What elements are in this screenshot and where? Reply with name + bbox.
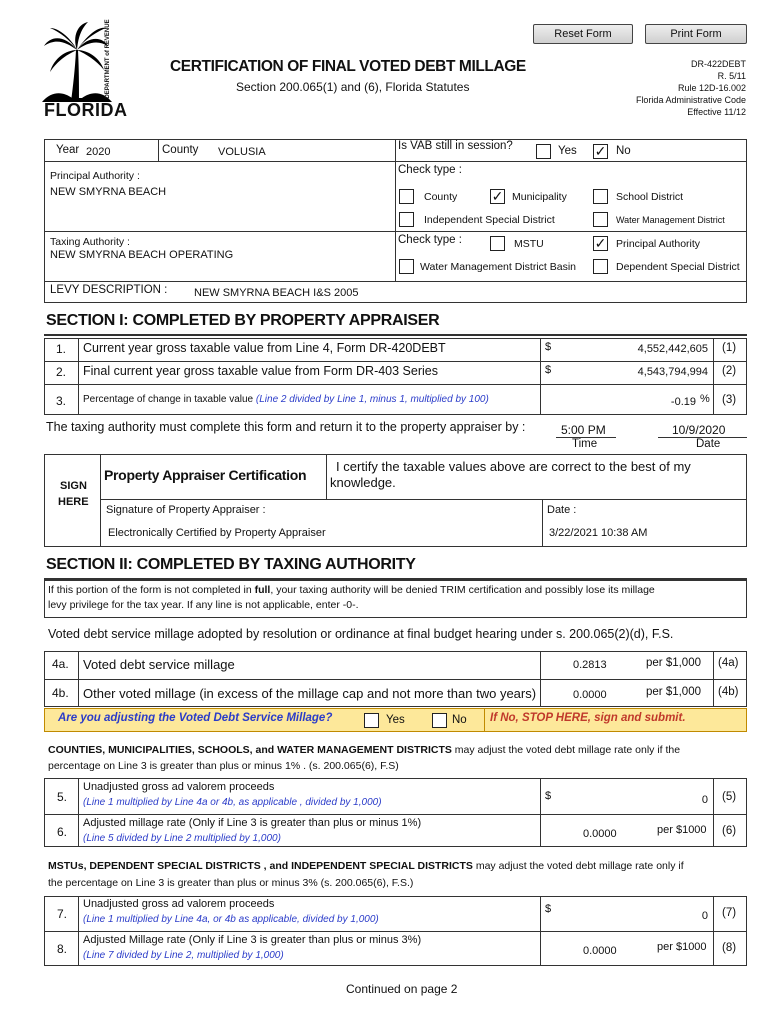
vab-no-label: No: [616, 145, 631, 157]
row6-ref: (6): [722, 825, 737, 837]
row4b-text: Other voted millage (in excess of the millage cap and not more than two years): [83, 686, 537, 701]
row4b-unit: per $1,000: [646, 686, 701, 698]
principal-authority-type-label: Principal Authority: [616, 238, 701, 250]
school-district-label: School District: [616, 191, 684, 203]
mstu-label: MSTU: [514, 238, 544, 250]
adjust-stop-text: If No, STOP HERE, sign and submit.: [490, 712, 686, 724]
form-id-block: DR-422DEBT R. 5/11 Rule 12D-16.002 Florida Administrative Code Effective 11/12: [635, 59, 746, 117]
row1-num: 1.: [56, 342, 67, 356]
check-type-label-1: Check type :: [398, 164, 462, 176]
row3-percent: %: [700, 393, 710, 405]
signature-value[interactable]: Electronically Certified by Property Appraiser: [108, 527, 326, 539]
row8-num: 8.: [57, 942, 68, 956]
row4a-num: 4a.: [52, 657, 69, 671]
row1-text: Current year gross taxable value from Line 4, Form DR-420DEBT: [83, 341, 446, 355]
isd-label: Independent Special District: [424, 214, 555, 226]
row4a-unit: per $1,000: [646, 657, 701, 669]
voted-text: Voted debt service millage adopted by resolution or ordinance at final budget hearing under s. 200.065(2)(d), F.S.: [48, 627, 674, 641]
row5-note: (Line 1 multiplied by Line 4a or 4b, as applicable , divided by 1,000): [83, 797, 382, 808]
section-2-title: SECTION II: COMPLETED BY TAXING AUTHORITY: [46, 556, 416, 573]
row7-note: (Line 1 multiplied by Line 4a, or 4b as applicable, divided by 1,000): [83, 914, 379, 925]
mstu-instruction: MSTUs, DEPENDENT SPECIAL DISTRICTS , and INDEPENDENT SPECIAL DISTRICTS may adjust the voted debt millage rate only if the percentage on Line 3 is greater than plus or minus 3% (s. 200.065(6), F.S.): [48, 860, 684, 889]
row4a-value[interactable]: 0.2813: [573, 659, 607, 671]
row2-value[interactable]: 4,543,794,994: [637, 366, 708, 378]
levy-description-value[interactable]: NEW SMYRNA BEACH I&S 2005: [194, 287, 359, 299]
row6-value[interactable]: 0.0000: [583, 828, 617, 840]
wmd-label: Water Management District: [616, 215, 725, 225]
cms-instruction: COUNTIES, MUNICIPALITIES, SCHOOLS, and WATER MANAGEMENT DISTRICTS may adjust the voted debt millage rate only if the percentage on Line 3 is greater than plus or minus 1% . (s. 200.065(6), F.S): [48, 744, 681, 772]
cert-title: Property Appraiser Certification: [104, 467, 307, 483]
dsd-label: Dependent Special District: [616, 261, 740, 273]
row4a-text: Voted debt service millage: [83, 657, 235, 672]
check-mark-icon: ✓: [594, 235, 607, 251]
return-time-value[interactable]: 5:00 PM: [561, 423, 606, 437]
row3-ref: (3): [722, 394, 737, 406]
row6-note: (Line 5 divided by Line 2 multiplied by 1,000): [83, 833, 281, 844]
continued-footer: Continued on page 2: [346, 982, 458, 996]
check-mark-icon: ✓: [491, 188, 504, 204]
row7-ref: (7): [722, 907, 737, 919]
row7-text: Unadjusted gross ad valorem proceeds: [83, 898, 275, 910]
vab-yes-label: Yes: [558, 145, 577, 157]
row8-text: Adjusted Millage rate (Only if Line 3 is greater than plus or minus 3%): [83, 934, 422, 946]
row1-dollar: $: [545, 341, 552, 353]
row6-unit: per $1000: [657, 824, 707, 836]
row7-num: 7.: [57, 907, 68, 921]
print-form-button[interactable]: Print Form: [645, 24, 747, 44]
row2-num: 2.: [56, 365, 67, 379]
logo-florida-text: FLORIDA: [44, 100, 128, 120]
municipality-checkbox[interactable]: [490, 189, 505, 204]
row2-ref: (2): [722, 365, 737, 377]
row5-dollar: $: [545, 790, 552, 802]
form-subtitle: Section 200.065(1) and (6), Florida Statutes: [236, 80, 470, 94]
check-type-label-2: Check type :: [398, 234, 462, 246]
wmd-checkbox[interactable]: [593, 212, 608, 227]
county-type-label: County: [424, 191, 458, 203]
row4b-num: 4b.: [52, 686, 69, 700]
row1-ref: (1): [722, 342, 737, 354]
return-date-value[interactable]: 10/9/2020: [672, 423, 726, 437]
row6-num: 6.: [57, 825, 68, 839]
signature-label: Signature of Property Appraiser :: [106, 504, 266, 516]
principal-authority-label: Principal Authority :: [50, 170, 140, 182]
row8-note: (Line 7 divided by Line 2, multiplied by 1,000): [83, 950, 284, 961]
row3-text: Percentage of change in taxable value (Line 2 divided by Line 1, minus 1, multiplied by 100): [83, 394, 489, 405]
row8-unit: per $1000: [657, 941, 707, 953]
mstu-checkbox[interactable]: [490, 236, 505, 251]
row6-text: Adjusted millage rate (Only if Line 3 is greater than plus or minus 1%): [83, 817, 422, 829]
year-label: Year: [56, 144, 80, 156]
principal-authority-value[interactable]: NEW SMYRNA BEACH: [50, 186, 167, 198]
school-district-checkbox[interactable]: [593, 189, 608, 204]
vab-question: Is VAB still in session?: [398, 140, 513, 152]
row5-num: 5.: [57, 790, 68, 804]
adjust-question: Are you adjusting the Voted Debt Service Millage?: [58, 712, 333, 724]
row4b-ref: (4b): [718, 686, 739, 698]
wmdb-checkbox[interactable]: [399, 259, 414, 274]
section-1-title: SECTION I: COMPLETED BY PROPERTY APPRAISER: [46, 312, 440, 329]
check-mark-icon: ✓: [594, 143, 607, 159]
date-label: Date: [696, 438, 721, 450]
row4b-value[interactable]: 0.0000: [573, 689, 607, 701]
row7-dollar: $: [545, 903, 552, 915]
isd-checkbox[interactable]: [399, 212, 414, 227]
row3-value[interactable]: -0.19: [670, 396, 696, 408]
taxing-authority-label: Taxing Authority :: [50, 236, 130, 248]
logo-dept-text: DEPARTMENT of REVENUE: [105, 19, 111, 99]
wmdb-label: Water Management District Basin: [420, 261, 576, 273]
taxing-authority-value[interactable]: NEW SMYRNA BEACH OPERATING: [50, 249, 234, 261]
row8-ref: (8): [722, 942, 737, 954]
vab-no-checkbox[interactable]: [593, 144, 608, 159]
adjust-no-label: No: [452, 714, 467, 726]
row5-value[interactable]: 0: [701, 794, 708, 806]
row1-value[interactable]: 4,552,442,605: [637, 343, 708, 355]
row5-ref: (5): [722, 791, 737, 803]
row3-note: (Line 2 divided by Line 1, minus 1, multiplied by 100): [255, 394, 489, 405]
row4a-ref: (4a): [718, 657, 739, 669]
row8-value[interactable]: 0.0000: [583, 945, 617, 957]
row7-value[interactable]: 0: [701, 910, 708, 922]
reset-form-button[interactable]: Reset Form: [533, 24, 633, 44]
warning-text: If this portion of the form is not completed in full, your taxing authority will be denied TRIM certification and possibly lose its millage levy privilege for the tax year. If any line is not applicable, enter -0-.: [48, 584, 655, 611]
cert-date-value[interactable]: 3/22/2021 10:38 AM: [549, 527, 648, 539]
adjust-yes-label: Yes: [386, 714, 405, 726]
municipality-label: Municipality: [512, 191, 567, 203]
county-checkbox[interactable]: [399, 189, 414, 204]
adjust-no-checkbox[interactable]: [432, 713, 447, 728]
cert-date-label: Date :: [547, 504, 577, 516]
row5-text: Unadjusted gross ad valorem proceeds: [83, 781, 275, 793]
levy-description-label: LEVY DESCRIPTION :: [50, 284, 168, 296]
sign-here-label: SIGN HERE: [58, 480, 89, 508]
county-value[interactable]: VOLUSIA: [218, 146, 266, 158]
form-title: CERTIFICATION OF FINAL VOTED DEBT MILLAGE: [170, 58, 526, 75]
cert-text: I certify the taxable values above are correct to the best of my knowledge.: [330, 459, 691, 490]
year-value[interactable]: 2020: [86, 146, 111, 158]
row2-dollar: $: [545, 364, 552, 376]
county-label: County: [162, 144, 199, 156]
row3-num: 3.: [56, 394, 67, 408]
row2-text: Final current year gross taxable value from Form DR-403 Series: [83, 364, 438, 378]
time-label: Time: [572, 438, 598, 450]
return-instruction: The taxing authority must complete this form and return it to the property appraiser by :: [46, 420, 526, 434]
dsd-checkbox[interactable]: [593, 259, 608, 274]
adjust-yes-checkbox[interactable]: [364, 713, 379, 728]
principal-authority-checkbox[interactable]: [593, 236, 608, 251]
vab-yes-checkbox[interactable]: [536, 144, 551, 159]
